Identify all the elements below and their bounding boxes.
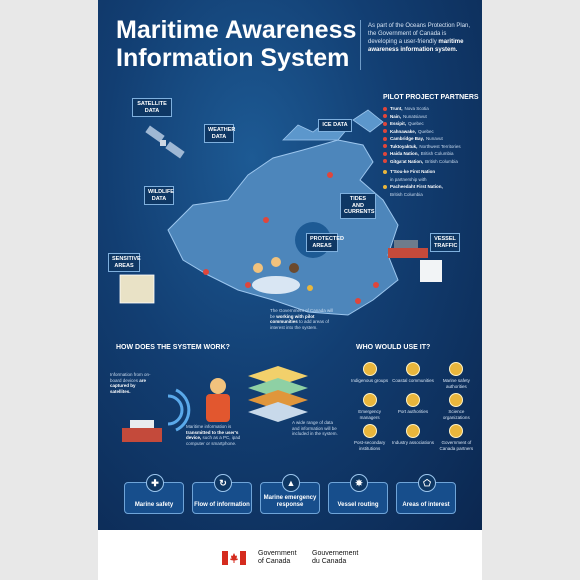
marker-dot (383, 170, 387, 174)
label-weather-data: WEATHER DATA (204, 124, 234, 143)
marker-dot (383, 152, 387, 156)
list-item: Trunt, Nova Scotia (383, 105, 481, 113)
list-item: in partnership with (390, 176, 427, 182)
label-protected-areas: PROTECTED AREAS (306, 233, 338, 252)
alert-icon: ▲ (282, 474, 300, 492)
how-step-3: A wide range of data and information will be included in the system. (292, 420, 338, 436)
list-item: Haida Nation, British Columbia (383, 150, 481, 158)
ship-graphic (388, 240, 428, 258)
marker-dot (383, 144, 387, 148)
list-item: British Columbia (390, 191, 423, 197)
list-item: Emergency managers (348, 393, 391, 420)
science-icon (449, 393, 463, 407)
list-item: Tuktoyaktuk, Northwest Territories (383, 143, 481, 151)
who-grid (348, 362, 478, 451)
graduation-icon (363, 424, 377, 438)
marker-dot (383, 137, 387, 141)
list-item: T'Sou-ke First Nation (383, 168, 481, 176)
how-title: HOW DOES THE SYSTEM WORK? (116, 344, 230, 351)
page-title: Maritime Awareness Information System (116, 16, 357, 72)
title-divider (360, 20, 361, 70)
benefit-flow-of-information: ↻ Flow of information (192, 482, 252, 514)
marker-dot (383, 114, 387, 118)
list-item: Cambridge Bay, Nunavut (383, 135, 481, 143)
intro-text: As part of the Oceans Protection Plan, the Government of Canada is developing a user-friendly maritime awareness information system. (368, 23, 471, 53)
label-ice-data: ICE DATA (318, 119, 352, 132)
label-tides-currents: TIDES AND CURRENTS (340, 193, 376, 219)
list-item: Science organizations (435, 393, 478, 420)
list-item: Post-secondary institutions (348, 424, 391, 451)
signal-arc (168, 396, 182, 424)
safety-icon (449, 362, 463, 376)
list-item: Gitga'at Nation, British Columbia (383, 158, 481, 166)
canada-flag-icon (222, 551, 246, 565)
map-note: The Government of Canada will be working with pilot communities to add areas of interest into the system. (270, 308, 334, 330)
sailor-graphic (206, 378, 230, 422)
community-icon (406, 362, 420, 376)
list-item: Government of Canada partners (435, 424, 478, 451)
list-item: Coastal communities (391, 362, 434, 389)
benefit-vessel-routing: ✵ Vessel routing (328, 482, 388, 514)
marker-dot (383, 122, 387, 126)
label-vessel-traffic: VESSEL TRAFFIC (430, 233, 460, 252)
marker-dot (383, 185, 387, 189)
how-step-2: Maritime information is transmitted to the user's device, such as a PC, ipad computer or smartphone. (186, 424, 241, 446)
industry-icon (406, 424, 420, 438)
list-item: Industry associations (391, 424, 434, 451)
marker-dot (383, 107, 387, 111)
pilot-partners-list (383, 94, 481, 198)
data-stack-graphic (248, 366, 308, 422)
marker-dot (383, 129, 387, 133)
label-sensitive-areas: SENSITIVE AREAS (108, 253, 140, 272)
life-ring-icon: ✚ (146, 474, 164, 492)
vessel-traffic-screen (420, 260, 442, 282)
sensitive-area-map (120, 275, 154, 303)
label-wildlife-data: WILDLIFE DATA (144, 186, 174, 205)
list-item: Marine safety authorities (435, 362, 478, 389)
benefit-marine-safety: ✚ Marine safety (124, 482, 184, 514)
benefits-row (124, 478, 456, 514)
how-step-1: Information from on-board devices are captured by satellites. (110, 372, 151, 394)
government-wordmark-en: Government of Canada (258, 550, 297, 565)
list-item: Pacheedaht First Nation, (383, 183, 481, 191)
pentagon-icon: ⬠ (418, 474, 436, 492)
partners-title: PILOT PROJECT PARTNERS (383, 94, 479, 101)
benefit-areas-of-interest: ⬠ Areas of interest (396, 482, 456, 514)
who-title: WHO WOULD USE IT? (356, 344, 431, 351)
list-item: Kahnawake, Quebec (383, 128, 481, 136)
cycle-icon: ↻ (214, 474, 232, 492)
list-item: Nain, Nunatsiavut (383, 113, 481, 121)
list-item: Port authorities (391, 393, 434, 420)
government-icon (449, 424, 463, 438)
emergency-icon (363, 393, 377, 407)
list-item: Essipit, Quebec (383, 120, 481, 128)
marker-dot (383, 159, 387, 163)
satellite-graphic (145, 126, 184, 159)
list-item: Indigenous groups (348, 362, 391, 389)
benefit-emergency-response: ▲ Marine emergency response (260, 482, 320, 514)
poster (98, 0, 482, 580)
ship-wheel-icon: ✵ (350, 474, 368, 492)
port-icon (406, 393, 420, 407)
people-icon (363, 362, 377, 376)
government-wordmark-fr: Gouvernement du Canada (312, 550, 359, 565)
ship-graphic (122, 420, 162, 442)
label-satellite-data: SATELLITE DATA (132, 98, 172, 117)
